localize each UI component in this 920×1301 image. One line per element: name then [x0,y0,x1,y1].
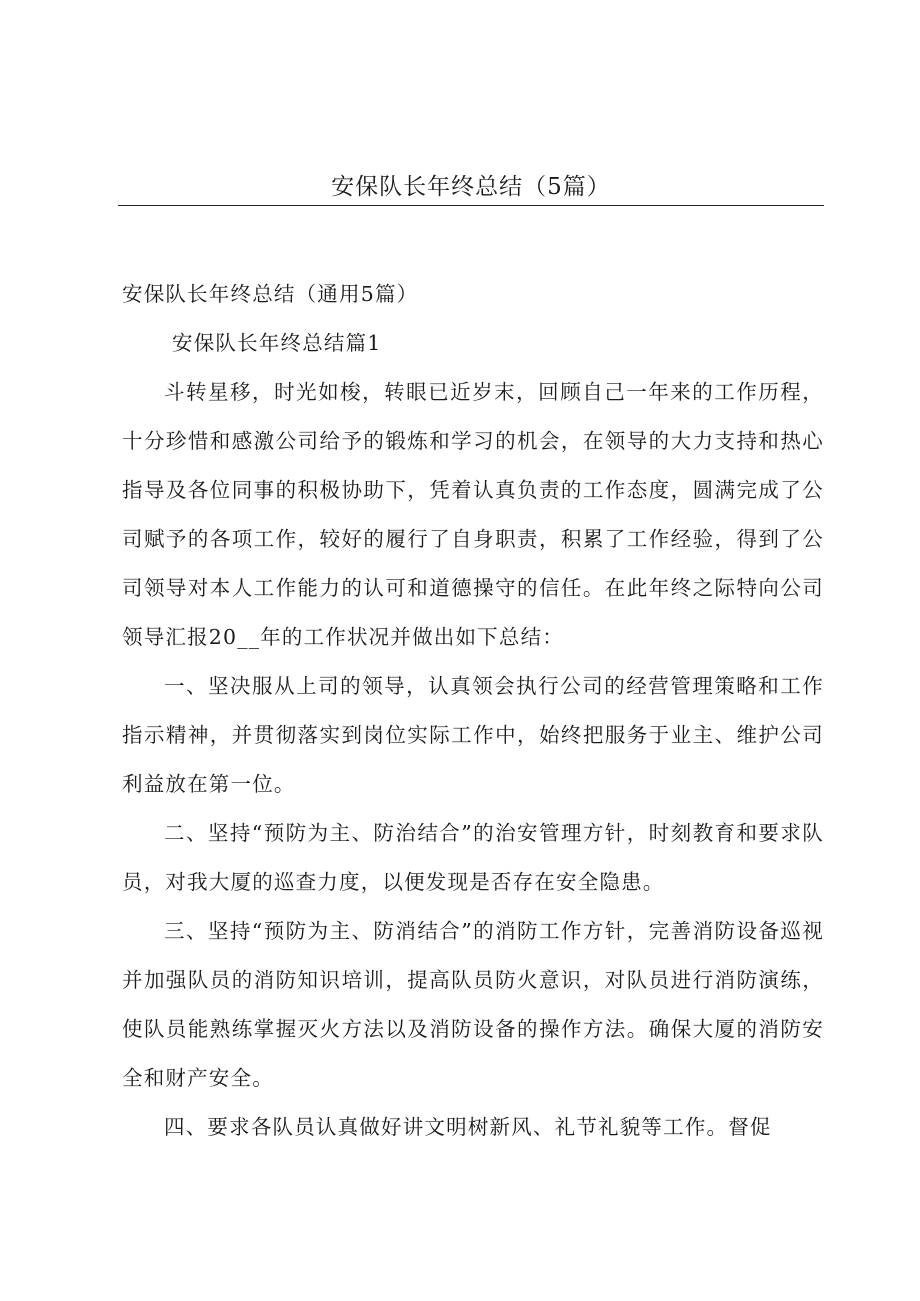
document-body [122,270,824,1152]
paragraph: 四、要求各队员认真做好讲文明树新风、礼节礼貌等工作。督促 [164,1115,772,1139]
paragraph: 三、坚持“预防为主、防消结合”的消防工作方针，完善消防设备巡视并加强队员的消防知识培训，提高队员防火意识，对队员进行消防演练，使队员能熟练掌握灭火方法以及消防设备的操作方法。确保大厦的消防安全和财产安全。 [122,919,824,1090]
document-subtitle: 安保队长年终总结（通用5篇） [122,282,419,306]
document-title: 安保队长年终总结（5篇） [331,174,611,200]
title-underline [118,205,824,206]
paragraph: 一、坚决服从上司的领导，认真领会执行公司的经营管理策略和工作指示精神，并贯彻落实到岗位实际工作中，始终把服务于业主、维护公司利益放在第一位。 [122,674,824,796]
section-heading: 安保队长年终总结篇1 [172,331,382,355]
paragraph: 二、坚持“预防为主、防治结合”的治安管理方针，时刻教育和要求队员，对我大厦的巡查力度，以便发现是否存在安全隐患。 [122,821,824,894]
paragraph: 斗转星移，时光如梭，转眼已近岁末，回顾自己一年来的工作历程，十分珍惜和感激公司给予的锻炼和学习的机会，在领导的大力支持和热心指导及各位同事的积极协助下，凭着认真负责的工作态度，圆满完成了公司赋予的各项工作，较好的履行了自身职责，积累了工作经验，得到了公司领导对本人工作能力的认可和道德操守的信任。在此年终之际特向公司领导汇报20__年的工作状况并做出如下总结： [122,380,824,649]
